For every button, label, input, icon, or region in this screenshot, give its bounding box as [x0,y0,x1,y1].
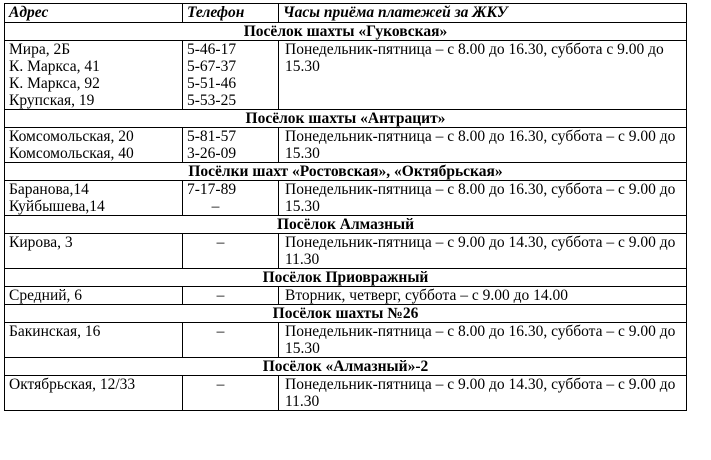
payment-schedule-table [4,3,687,411]
address-cell: Средний, 6 [5,287,183,305]
section-title: Посёлок шахты «Антрацит» [5,110,687,128]
phone-cell: – [183,323,279,358]
table-row [5,41,687,110]
table-row [5,287,687,305]
section-title: Посёлок Алмазный [5,216,687,234]
section-title-row [5,163,687,181]
table-row [5,376,687,411]
table-row [5,323,687,358]
address-cell: Бакинская, 16 [5,323,183,358]
phone-cell: – [183,234,279,269]
hours-cell: Понедельник-пятница – с 8.00 до 16.30, суббота – с 9.00 до 15.30 [279,128,687,163]
table-row [5,234,687,269]
section-title-row [5,358,687,376]
phone-cell: – [183,287,279,305]
section-title: Посёлок «Алмазный»-2 [5,358,687,376]
section-title: Посёлок Приовражный [5,269,687,287]
hours-cell: Понедельник-пятница – с 8.00 до 16.30, суббота с 9.00 до 15.30 [279,41,687,110]
hours-cell: Вторник, четверг, суббота – с 9.00 до 14.00 [279,287,687,305]
address-cell: Баранова,14 Куйбышева,14 [5,181,183,216]
address-cell: Комсомольская, 20 Комсомольская, 40 [5,128,183,163]
phone-cell: 5-81-57 3-26-09 [183,128,279,163]
hours-cell: Понедельник-пятница – с 9.00 до 14.30, суббота – с 9.00 до 11.30 [279,234,687,269]
section-title-row [5,269,687,287]
section-title: Посёлок шахты №26 [5,305,687,323]
header-hours: Часы приёма платежей за ЖКУ [279,4,687,23]
table-row [5,128,687,163]
header-address: Адрес [5,4,183,23]
address-cell: Мира, 2Б К. Маркса, 41 К. Маркса, 92 Крупская, 19 [5,41,183,110]
phone-value: 7-17-89 [187,181,237,198]
address-cell: Кирова, 3 [5,234,183,269]
section-title-row [5,23,687,41]
hours-cell: Понедельник-пятница – с 8.00 до 16.30, суббота – с 9.00 до 15.30 [279,323,687,358]
phone-value: – [211,198,220,215]
phone-cell [183,181,279,216]
hours-cell: Понедельник-пятница – с 9.00 до 14.30, суббота – с 9.00 до 11.30 [279,376,687,411]
hours-cell: Понедельник-пятница – с 8.00 до 16.30, суббота – с 9.00 до 15.30 [279,181,687,216]
section-title: Посёлки шахт «Ростовская», «Октябрьская» [5,163,687,181]
phone-cell: – [183,376,279,411]
header-row [5,4,687,23]
section-title-row [5,110,687,128]
header-phone: Телефон [183,4,279,23]
section-title-row [5,305,687,323]
section-title: Посёлок шахты «Гуковская» [5,23,687,41]
address-cell: Октябрьская, 12/33 [5,376,183,411]
phone-cell: 5-46-17 5-67-37 5-51-46 5-53-25 [183,41,279,110]
section-title-row [5,216,687,234]
table-row [5,181,687,216]
